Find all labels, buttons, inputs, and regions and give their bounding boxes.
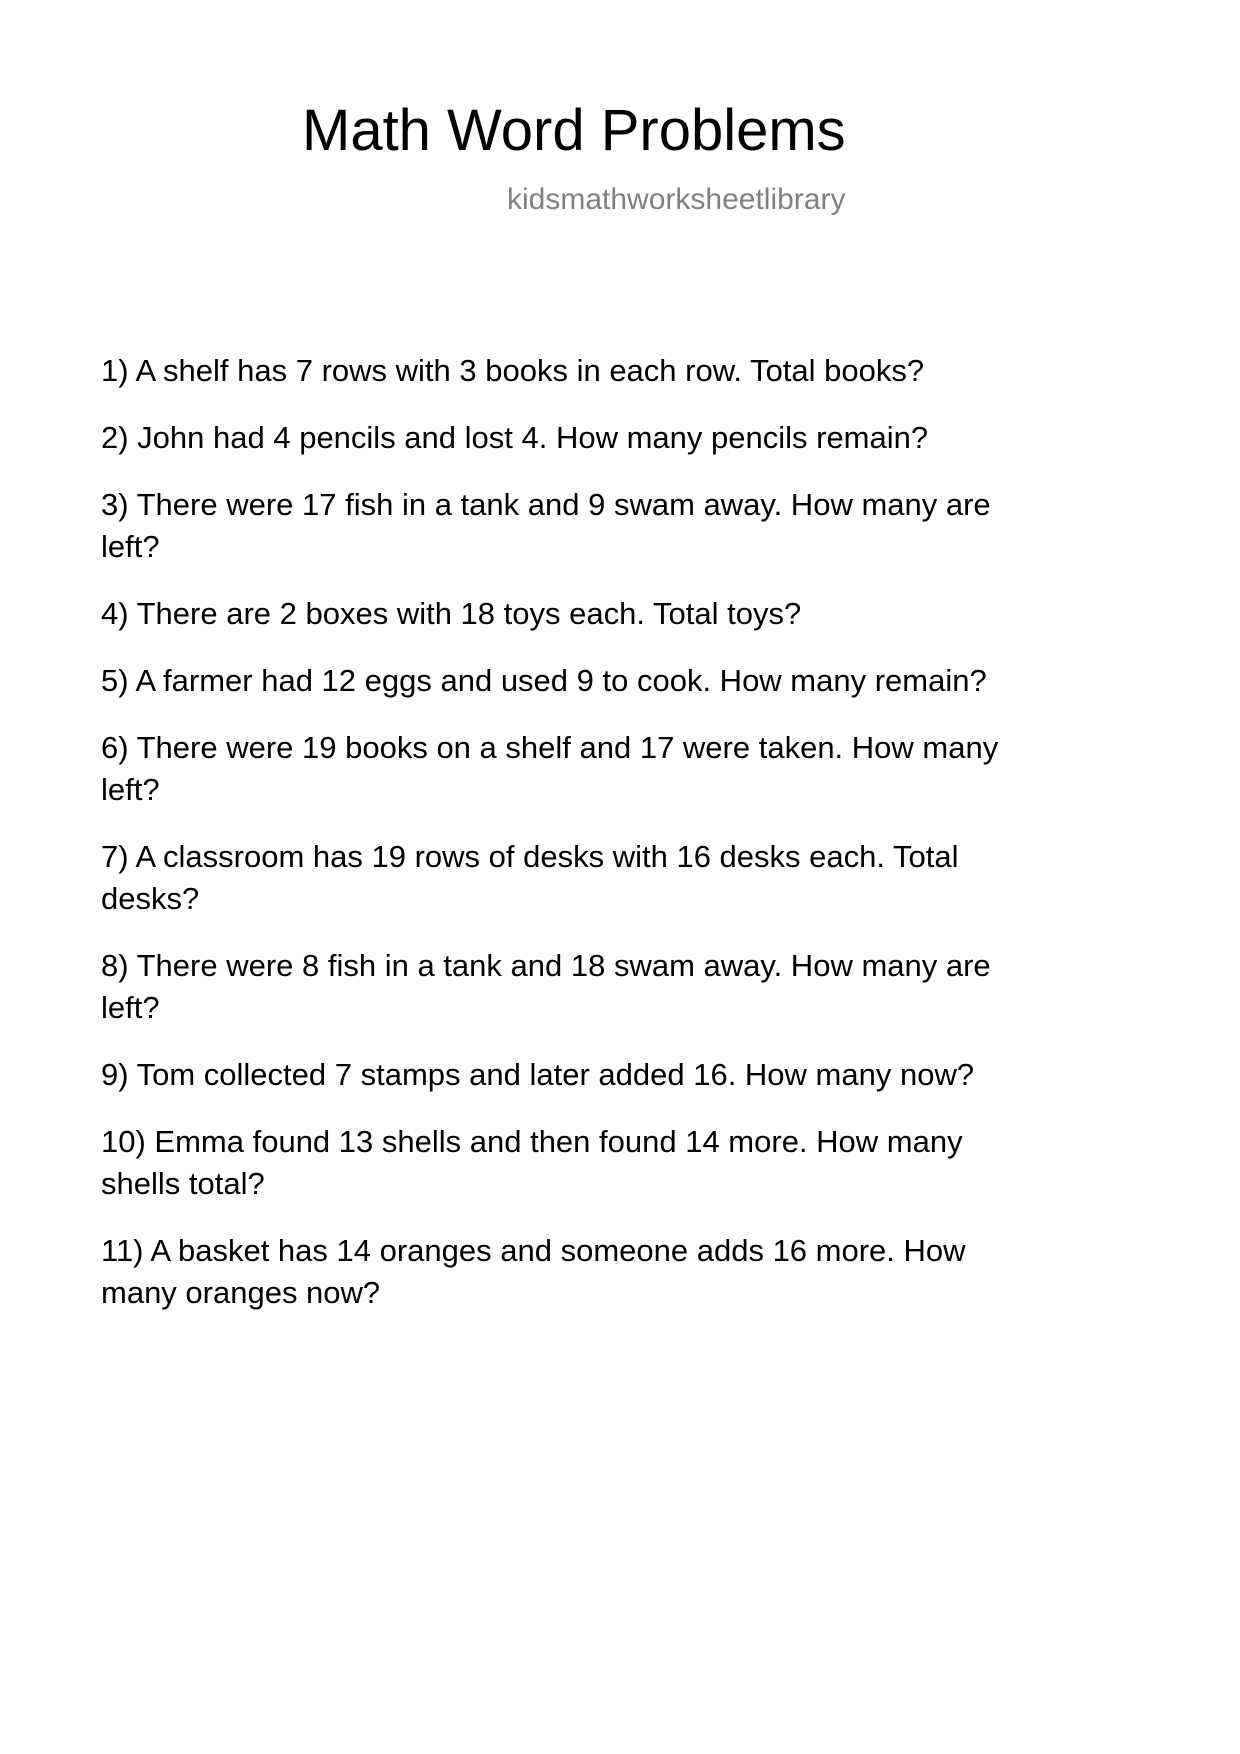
problem-item xyxy=(101,1230,1161,1314)
problem-text-line: many oranges now? xyxy=(101,1275,381,1310)
problem-item xyxy=(101,350,1161,392)
problem-text-line: 8) There were 8 fish in a tank and 18 swam away. How many are xyxy=(101,948,991,983)
problem-item xyxy=(101,1054,1161,1096)
problem-text-line: left? xyxy=(101,529,160,564)
problem-text-line: left? xyxy=(101,990,160,1025)
page-subtitle: kidsmathworksheetlibrary xyxy=(507,183,846,216)
problem-text-line: 4) There are 2 boxes with 18 toys each. Total toys? xyxy=(101,596,802,631)
problem-item xyxy=(101,417,1161,459)
problem-item xyxy=(101,836,1161,920)
problem-item xyxy=(101,660,1161,702)
problem-text-line: 2) John had 4 pencils and lost 4. How many pencils remain? xyxy=(101,420,929,455)
problem-text-line: 9) Tom collected 7 stamps and later added 16. How many now? xyxy=(101,1057,975,1092)
problem-text-line: 7) A classroom has 19 rows of desks with 16 desks each. Total xyxy=(101,839,959,874)
problem-item xyxy=(101,727,1161,811)
problem-text-line: 5) A farmer had 12 eggs and used 9 to cook. How many remain? xyxy=(101,663,987,698)
problem-item xyxy=(101,484,1161,568)
problem-text-line: left? xyxy=(101,772,160,807)
problem-text-line: 3) There were 17 fish in a tank and 9 swam away. How many are xyxy=(101,487,991,522)
problem-text-line: shells total? xyxy=(101,1166,265,1201)
problem-item xyxy=(101,945,1161,1029)
problem-text-line: 11) A basket has 14 oranges and someone adds 16 more. How xyxy=(101,1233,966,1268)
problem-text-line: 10) Emma found 13 shells and then found 14 more. How many xyxy=(101,1124,963,1159)
problem-item xyxy=(101,1121,1161,1205)
page-title: Math Word Problems xyxy=(302,98,846,163)
problem-text-line: desks? xyxy=(101,881,200,916)
problem-list xyxy=(101,350,1161,1339)
problem-text-line: 6) There were 19 books on a shelf and 17 were taken. How many xyxy=(101,730,999,765)
problem-item xyxy=(101,593,1161,635)
problem-text-line: 1) A shelf has 7 rows with 3 books in each row. Total books? xyxy=(101,353,925,388)
